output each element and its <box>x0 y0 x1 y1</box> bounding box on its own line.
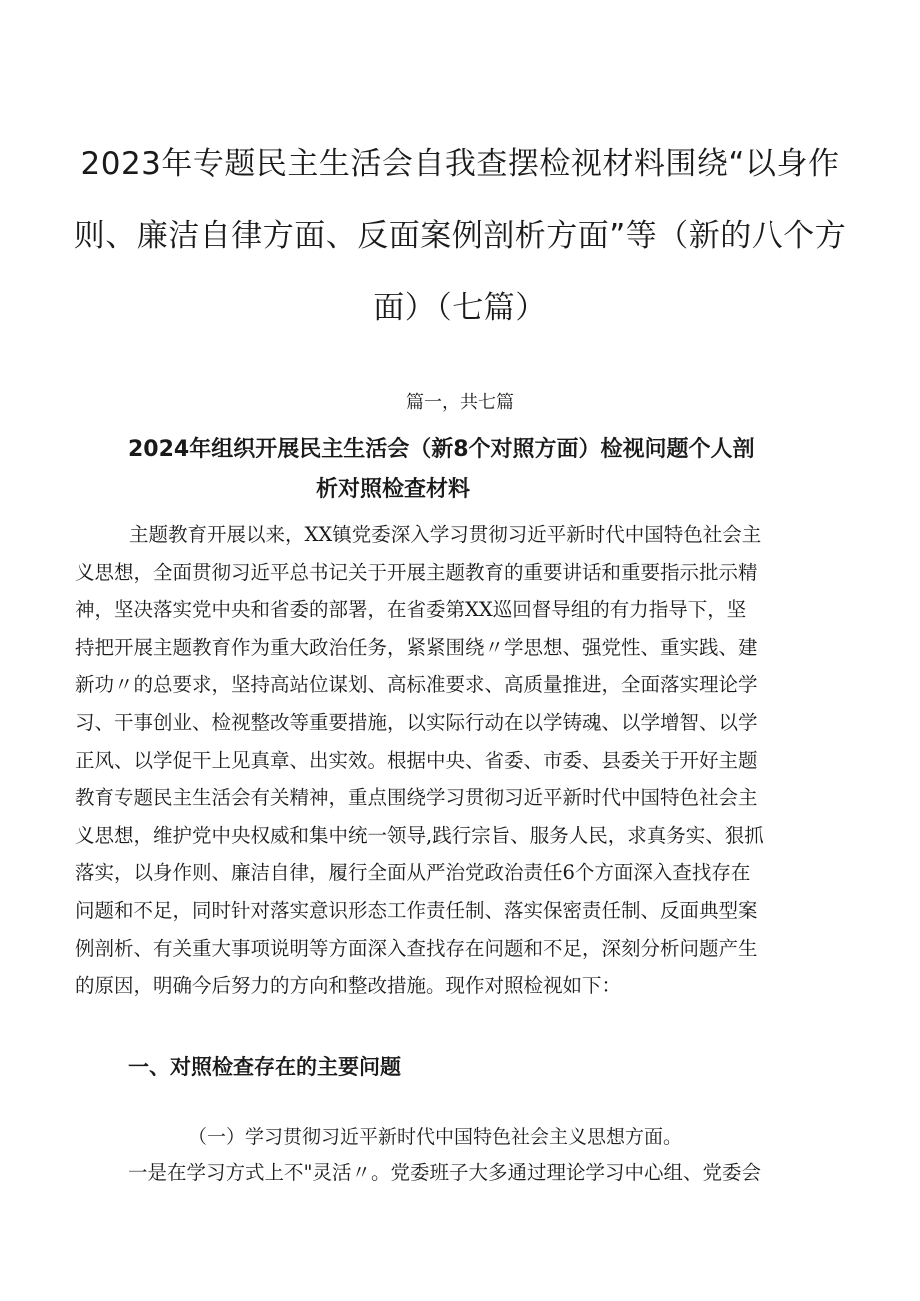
sub-section-heading: （一）学习贯彻习近平新时代中国特色社会主义思想方面。 <box>188 1126 683 1148</box>
body-line: 落实，以身作则、廉洁自律，履行全面从严治党政治责任6个方面深入查找存在 <box>75 861 751 885</box>
body-line: 义思想，维护党中央权威和集中统一领导,践行宗旨、服务人民，求真务实、狠抓 <box>75 823 764 847</box>
document-title <box>60 128 860 344</box>
part-label: 篇一，共七篇 <box>406 392 514 413</box>
title-line: 则、廉洁自律方面、反面案例剖析方面”等（新的八个方 <box>73 218 847 254</box>
body-line: 问题和不足，同时针对落实意识形态工作责任制、落实保密责任制、反面典型案 <box>75 898 758 922</box>
body-line: 主题教育开展以来，XX镇党委深入学习贯彻习近平新时代中国特色社会主 <box>129 523 762 546</box>
title-line: 面）（七篇） <box>373 290 547 326</box>
body-line: 持把开展主题教育作为重大政治任务，紧紧围绕〃学思想、强党性、重实践、建 <box>75 635 758 659</box>
article-subtitle <box>128 430 848 510</box>
subtitle-line: 2024年组织开展民主生活会（新8个对照方面）检视问题个人剖 <box>128 437 755 462</box>
subtitle-line: 析对照检查材料 <box>316 477 471 502</box>
body-line: 义思想，全面贯彻习近平总书记关于开展主题教育的重要讲话和重要指示批示精 <box>75 560 758 584</box>
title-line: 2023年专题民主生活会自我查摆检视材料围绕“以身作 <box>80 146 840 182</box>
body-line: 的原因，明确今后努力的方向和整改措施。现作对照检视如下： <box>75 974 622 998</box>
body-line: 习、干事创业、检视整改等重要措施，以实际行动在以学铸魂、以学增智、以学 <box>75 710 758 734</box>
section-heading: 一、对照检查存在的主要问题 <box>128 1055 401 1079</box>
body-line: 正风、以学促干上见真章、出实效。根据中央、省委、市委、县委关于开好主题 <box>75 748 758 772</box>
body-line: 例剖析、有关重大事项说明等方面深入查找存在问题和不足，深刻分析问题产生 <box>75 936 758 960</box>
body-line: 新功〃的总要求，坚持高站位谋划、高标准要求、高质量推进，全面落实理论学 <box>75 673 758 697</box>
body-line: 教育专题民主生活会有关精神，重点围绕学习贯彻习近平新时代中国特色社会主 <box>75 786 758 810</box>
body-line: 神，坚决落实党中央和省委的部署，在省委第XX巡回督导组的有力指导下，坚 <box>75 598 747 622</box>
body-paragraph-start: 一是在学习方式上不"灵活〃。党委班子大多通过理论学习中心组、党委会 <box>128 1161 761 1184</box>
body-paragraph <box>75 516 835 1005</box>
